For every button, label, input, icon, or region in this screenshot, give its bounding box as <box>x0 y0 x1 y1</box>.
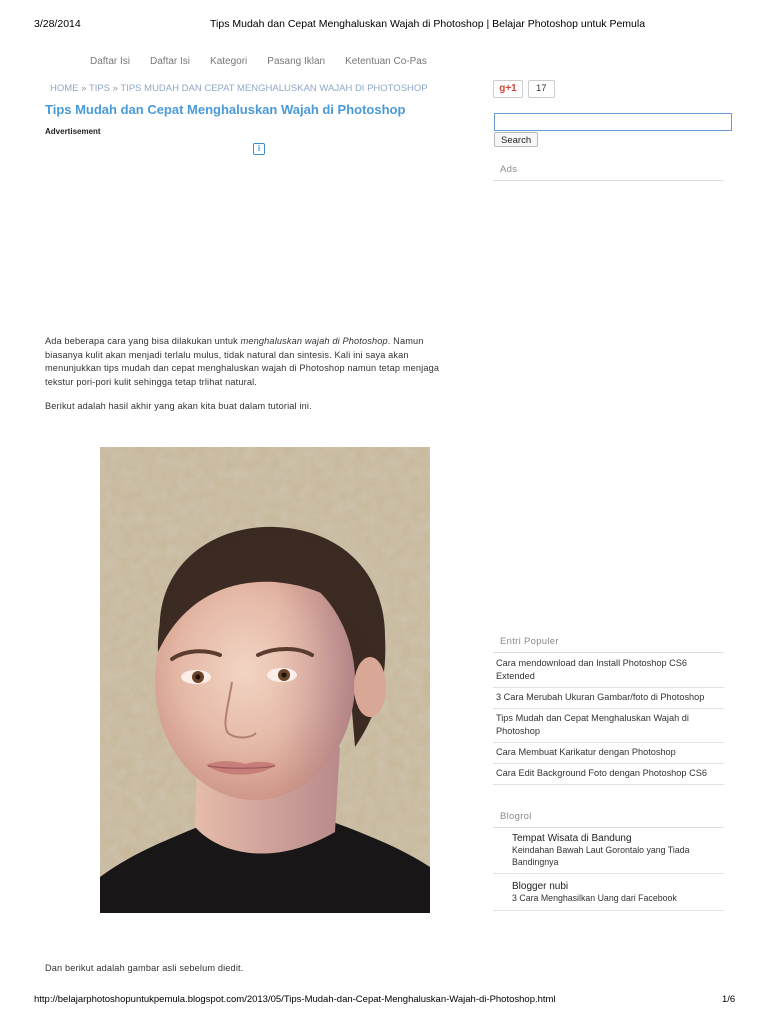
intro-text: Ada beberapa cara yang bisa dilakukan untuk <box>45 336 241 346</box>
popular-post-link[interactable]: Cara Membuat Karikatur dengan Photoshop <box>493 743 724 764</box>
ads-widget-title: Ads <box>500 164 518 175</box>
intro-text-rest: . Namun biasanya kulit akan menjadi terlalu mulus, tidak natural dan sintesis. Kali ini saya akan menunjukkan tips mudah dan cepat menghaluskan wajah di Photoshop namun tetap menjaga tekstur pori-pori kulit sehingga tetap trlihat natural. <box>45 336 440 387</box>
gplus-widget <box>493 80 555 98</box>
result-portrait-image <box>100 447 430 913</box>
breadcrumb <box>50 83 428 94</box>
search-input[interactable] <box>494 113 732 131</box>
info-icon[interactable]: i <box>253 143 265 155</box>
divider <box>493 180 724 181</box>
print-url: http://belajarphotoshopuntukpemula.blogspot.com/2013/05/Tips-Mudah-dan-Cepat-Menghaluskan-Wajah-di-Photoshop.html <box>34 994 556 1005</box>
top-nav <box>90 56 447 67</box>
blogroll-post-link[interactable]: Keindahan Bawah Laut Gorontalo yang Tiada Bandingnya <box>512 845 690 867</box>
blogroll-blog-link[interactable]: Tempat Wisata di Bandung <box>512 833 632 844</box>
post-paragraph-result: Berikut adalah hasil akhir yang akan kita buat dalam tutorial ini. <box>45 401 312 411</box>
breadcrumb-current: TIPS MUDAH DAN CEPAT MENGHALUSKAN WAJAH DI PHOTOSHOP <box>120 83 428 94</box>
breadcrumb-home[interactable]: HOME <box>50 83 79 94</box>
popular-post-link[interactable]: Cara mendownload dan Install Photoshop CS6 Extended <box>493 654 724 688</box>
blogroll-blog-link[interactable]: Blogger nubi <box>512 881 569 892</box>
print-page-title: Tips Mudah dan Cepat Menghaluskan Wajah di Photoshop | Belajar Photoshop untuk Pemula <box>210 18 646 30</box>
nav-item-ketentuan-copas[interactable]: Ketentuan Co-Pas <box>345 56 427 67</box>
popular-post-link[interactable]: Cara Edit Background Foto dengan Photoshop CS6 <box>493 764 724 785</box>
print-date: 3/28/2014 <box>34 18 81 30</box>
nav-item-kategori[interactable]: Kategori <box>210 56 248 67</box>
nav-item-daftar-isi[interactable]: Daftar Isi <box>90 56 131 67</box>
popular-posts-list <box>493 654 724 785</box>
gplus-button[interactable]: g+1 <box>493 80 523 98</box>
breadcrumb-tips[interactable]: TIPS <box>88 83 111 94</box>
post-paragraph-intro <box>45 335 460 389</box>
nav-item-daftar-isi-2[interactable]: Daftar Isi <box>150 56 191 67</box>
blogroll-post-link[interactable]: 3 Cara Menghasilkan Uang dari Facebook <box>512 893 677 903</box>
search-button[interactable]: Search <box>494 132 538 147</box>
blogroll-title: Blogrol <box>500 811 532 822</box>
post-title[interactable]: Tips Mudah dan Cepat Menghaluskan Wajah di Photoshop <box>45 102 406 117</box>
intro-italic-link[interactable]: menghaluskan wajah di Photoshop <box>240 336 388 346</box>
print-page-number: 1/6 <box>722 994 736 1005</box>
gplus-count: 17 <box>528 80 555 98</box>
nav-item-pasang-iklan[interactable]: Pasang Iklan <box>267 56 326 67</box>
blogroll-item <box>493 830 724 874</box>
popular-post-link[interactable]: 3 Cara Merubah Ukuran Gambar/foto di Photoshop <box>493 688 724 709</box>
post-paragraph-original: Dan berikut adalah gambar asli sebelum diedit. <box>45 963 244 973</box>
popular-posts-title: Entri Populer <box>500 636 559 647</box>
divider <box>493 827 724 828</box>
popular-post-link[interactable]: Tips Mudah dan Cepat Menghaluskan Wajah di Photoshop <box>493 709 724 743</box>
blogroll-item <box>493 874 724 911</box>
blogroll-list <box>493 830 724 911</box>
divider <box>493 652 724 653</box>
breadcrumb-separator: » <box>110 83 121 94</box>
advertisement-label: Advertisement <box>45 127 101 136</box>
breadcrumb-separator: » <box>78 83 89 94</box>
